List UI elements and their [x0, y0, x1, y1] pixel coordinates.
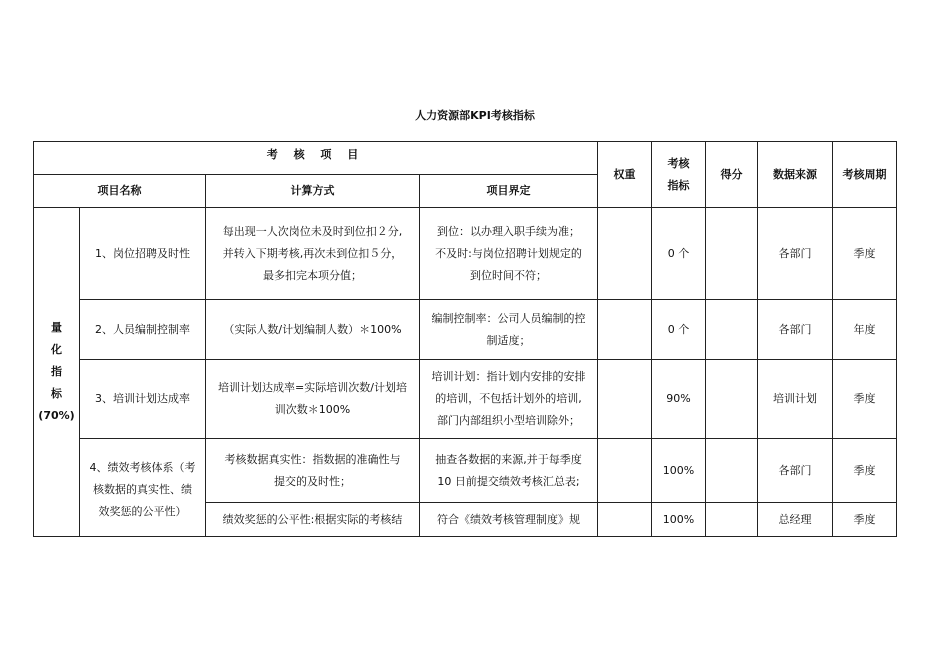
- document-title: 人力资源部KPI考核指标: [415, 109, 535, 122]
- item-score: [706, 360, 758, 439]
- item-weight: [598, 503, 652, 537]
- item-source: 各部门: [758, 300, 833, 360]
- item-definition: 到位：以办理入职手续为准； 不及时:与岗位招聘计划规定的 到位时间不符；: [420, 208, 598, 300]
- header-method: 计算方式: [206, 175, 420, 208]
- header-row-1: [34, 142, 897, 175]
- item-name: 3、培训计划达成率: [80, 360, 206, 439]
- item-weight: [598, 360, 652, 439]
- item-source: 培训计划: [758, 360, 833, 439]
- item-method: 每出现一人次岗位未及时到位扣２分, 并转入下期考核,再次未到位扣５分， 最多扣完本项分值；: [206, 208, 420, 300]
- item-indicator: 0 个: [652, 208, 706, 300]
- item-definition: 抽查各数据的来源,并于每季度 10 日前提交绩效考核汇总表;: [420, 439, 598, 503]
- item-source: 各部门: [758, 208, 833, 300]
- item-score: [706, 503, 758, 537]
- item-period: 季度: [833, 503, 897, 537]
- header-source: 数据来源: [758, 142, 833, 208]
- item-method: 培训计划达成率=实际培训次数/计划培 训次数＊100%: [206, 360, 420, 439]
- item-score: [706, 439, 758, 503]
- item-name: 4、绩效考核体系（考 核数据的真实性、绩 效奖惩的公平性）: [80, 439, 206, 537]
- header-score: 得分: [706, 142, 758, 208]
- item-indicator: 0 个: [652, 300, 706, 360]
- item-score: [706, 208, 758, 300]
- header-name: 项目名称: [34, 175, 206, 208]
- item-definition: 培训计划：指计划内安排的安排 的培训，不包括计划外的培训, 部门内部组织小型培训除外；: [420, 360, 598, 439]
- item-method: 绩效奖惩的公平性:根据实际的考核结: [206, 503, 420, 537]
- item-indicator: 100%: [652, 439, 706, 503]
- table-row: [34, 439, 897, 503]
- item-method: （实际人数/计划编制人数）＊100%: [206, 300, 420, 360]
- item-period: 季度: [833, 208, 897, 300]
- item-name: 2、人员编制控制率: [80, 300, 206, 360]
- item-score: [706, 300, 758, 360]
- item-name: 1、岗位招聘及时性: [80, 208, 206, 300]
- table-row: [34, 208, 897, 300]
- item-definition: 编制控制率：公司人员编制的控 制适度；: [420, 300, 598, 360]
- kpi-table: [33, 141, 897, 537]
- table-row: [34, 300, 897, 360]
- item-weight: [598, 208, 652, 300]
- header-period: 考核周期: [833, 142, 897, 208]
- item-period: 季度: [833, 439, 897, 503]
- item-method: 考核数据真实性：指数据的准确性与 提交的及时性；: [206, 439, 420, 503]
- item-weight: [598, 439, 652, 503]
- item-indicator: 100%: [652, 503, 706, 537]
- header-indicator-line1: 考核: [667, 156, 690, 170]
- header-indicator: [652, 142, 706, 208]
- header-definition: 项目界定: [420, 175, 598, 208]
- item-period: 季度: [833, 360, 897, 439]
- item-period: 年度: [833, 300, 897, 360]
- header-weight: 权重: [598, 142, 652, 208]
- item-source: 各部门: [758, 439, 833, 503]
- table-row: [34, 360, 897, 439]
- item-weight: [598, 300, 652, 360]
- header-group: 考 核 项 目: [34, 142, 598, 175]
- item-source: 总经理: [758, 503, 833, 537]
- item-definition: 符合《绩效考核管理制度》规: [420, 503, 598, 537]
- header-indicator-line2: 指标: [667, 178, 690, 192]
- item-indicator: 90%: [652, 360, 706, 439]
- category-label: 量 化 指 标 (70%): [34, 208, 80, 537]
